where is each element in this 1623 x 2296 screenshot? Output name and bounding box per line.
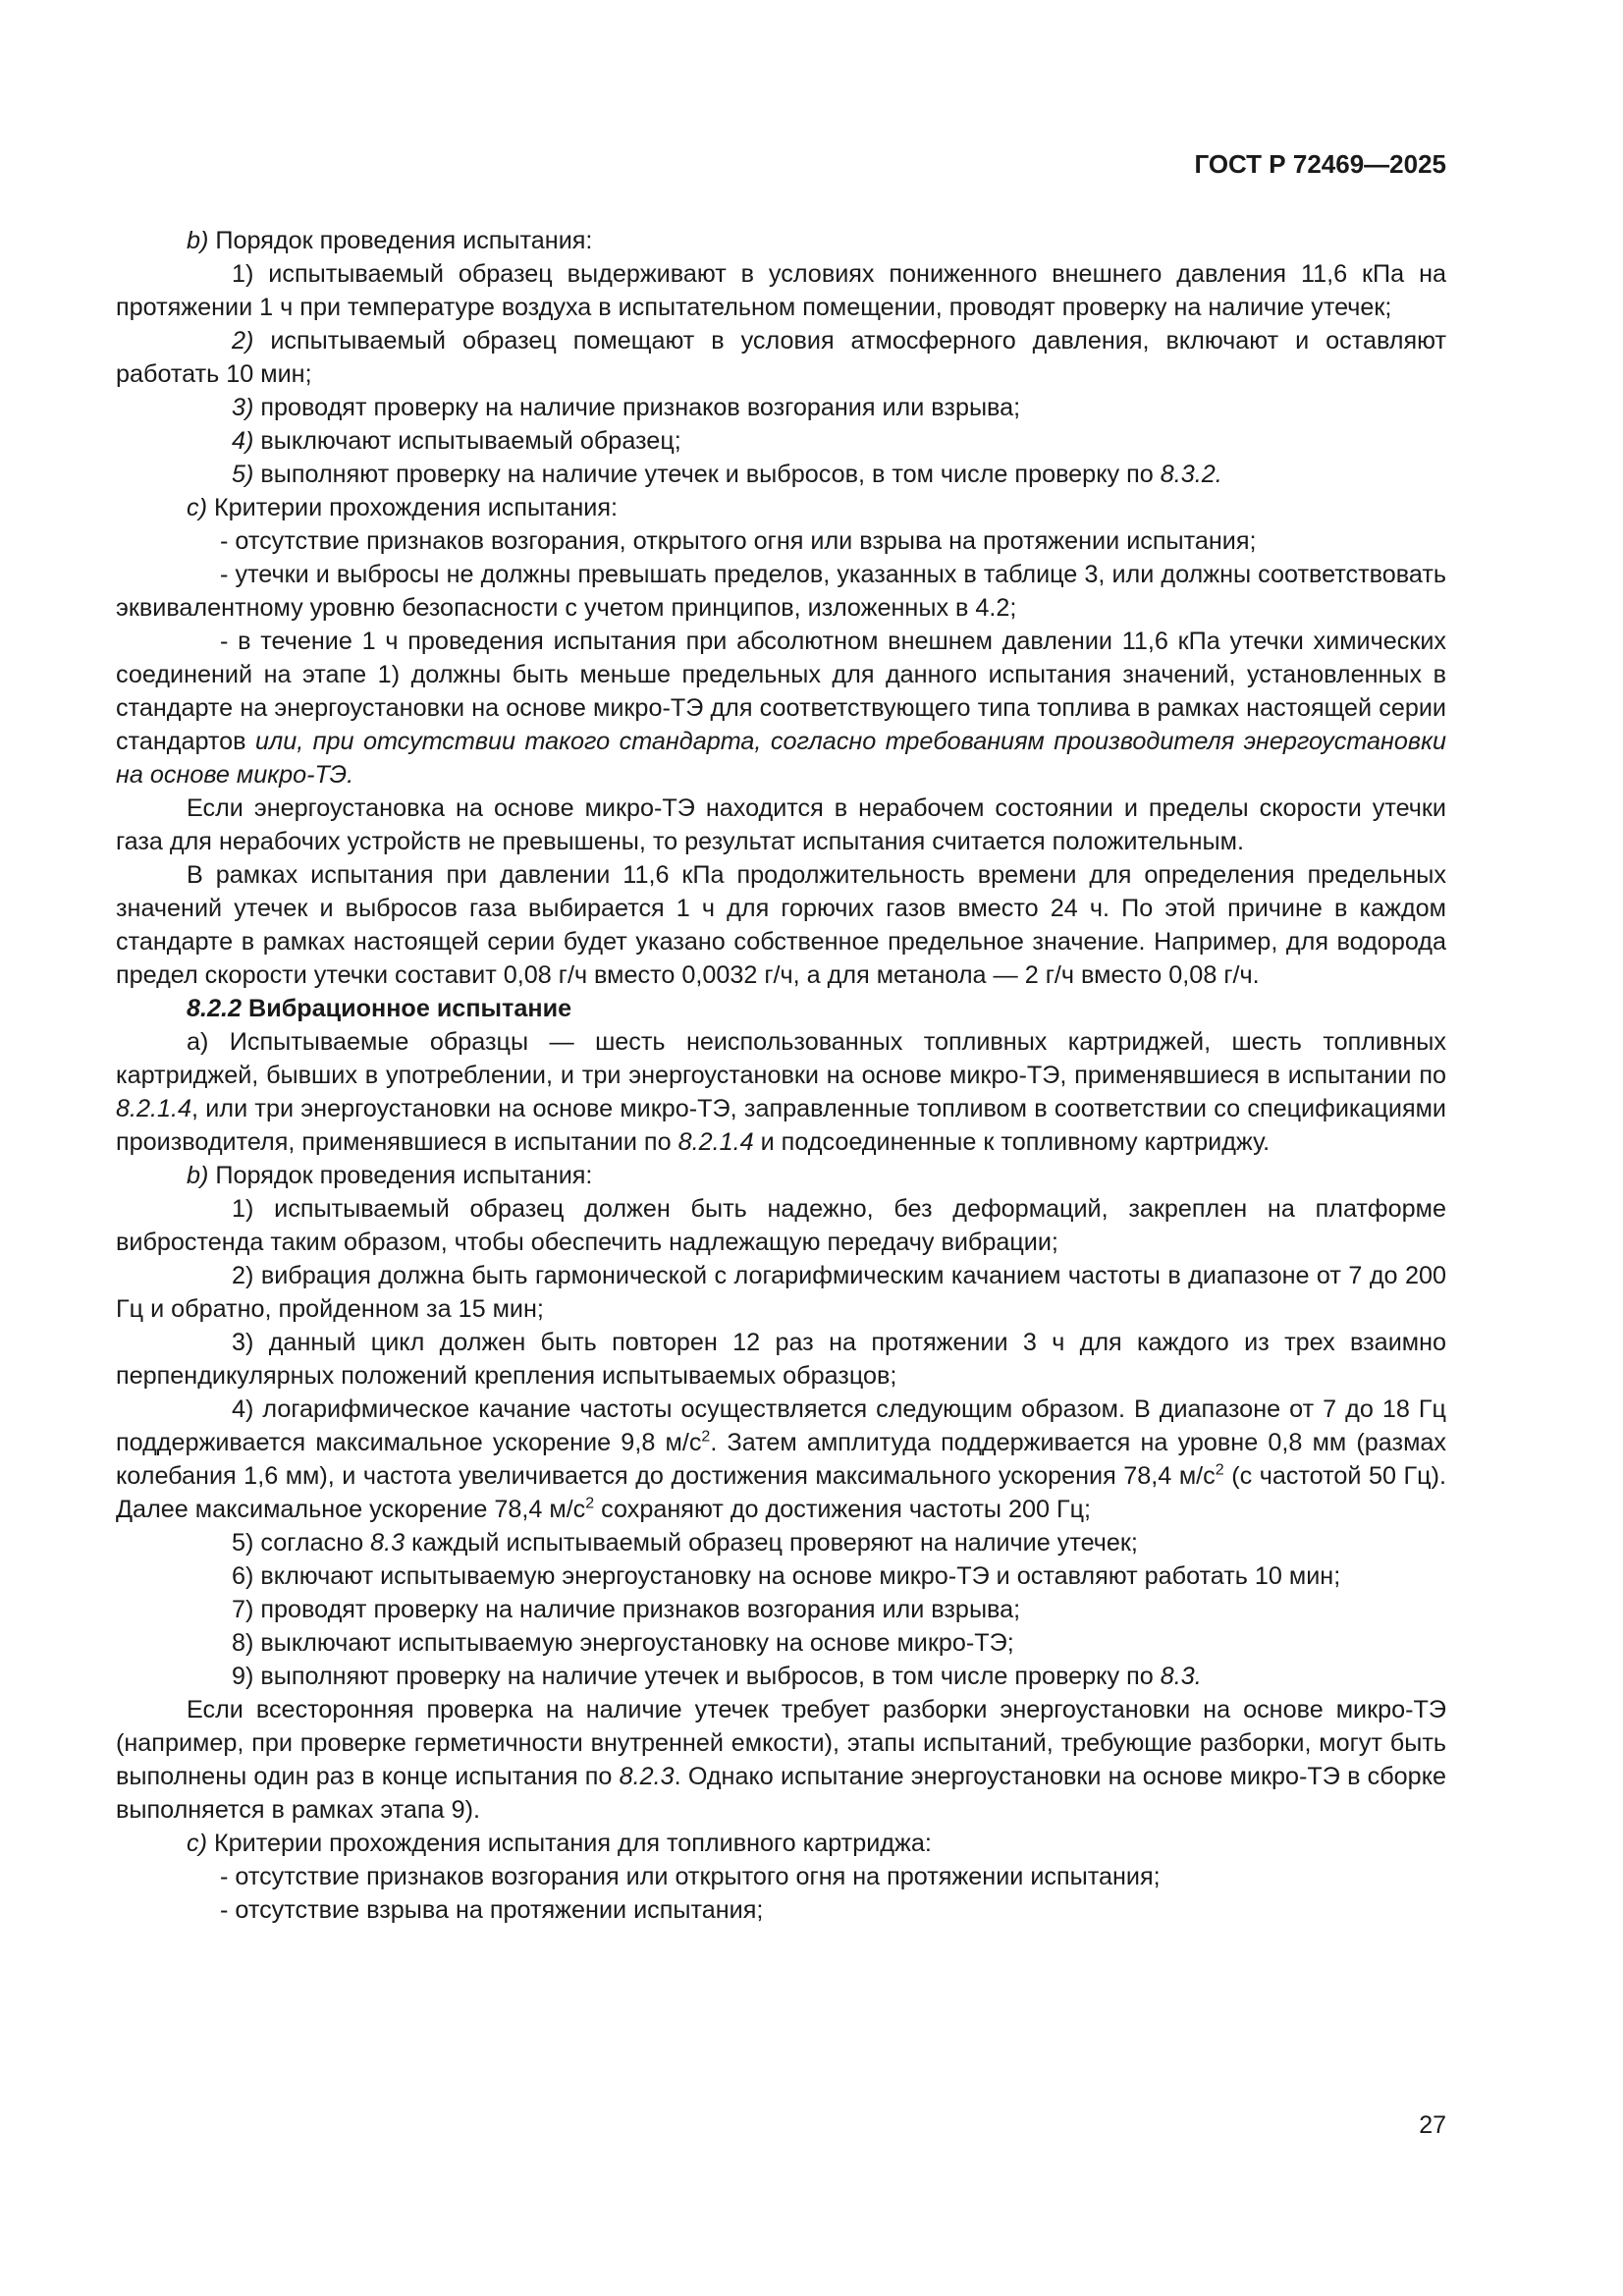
step-text: 9) выполняют проверку на наличие утечек и выбросов, в том числе проверку по (232, 1663, 1161, 1690)
step-5 (116, 458, 1446, 491)
document-code: ГОСТ Р 72469—2025 (1194, 149, 1446, 179)
step-text: выполняют проверку на наличие утечек и выбросов, в том числе проверку по (253, 461, 1161, 488)
paragraph-text: а) Испытываемые образцы — шесть неиспользованных топливных картриджей, шесть топливных картриджей, бывших в употреблении, и три энергоустановки на основе микро-ТЭ, применявшиеся в испытании по (116, 1028, 1446, 1089)
list-title: Критерии прохождения испытания для топливного картриджа: (206, 1830, 932, 1857)
vib-step-8: 8) выключают испытываемую энергоустановку на основе микро-ТЭ; (232, 1629, 1014, 1657)
criterion-italic-text: или, при отсутствии такого стандарта, согласно требованиям производителя энергоустановки на основе микро-ТЭ. (116, 728, 1446, 789)
paragraph-c-criteria-2 (116, 1827, 1446, 1860)
superscript: 2 (585, 1495, 595, 1512)
step-number: 4) (232, 427, 254, 455)
list-label: b) (187, 1162, 209, 1189)
section-number: 8.2.2 (187, 995, 243, 1022)
step-2 (116, 324, 1446, 391)
clause-reference: 8.2.1.4 (677, 1128, 754, 1156)
paragraph-text: , или три энергоустановки на основе микро-ТЭ, заправленные топливом в соответствии со спецификациями производителя, применявшиеся в испытании по (116, 1095, 1446, 1156)
superscript: 2 (1215, 1461, 1224, 1479)
list-title: Порядок проведения испытания: (208, 227, 593, 254)
step-number: 2) (232, 327, 254, 355)
paragraph-idle-state: Если энергоустановка на основе микро-ТЭ находится в нерабочем состоянии и пределы скорости утечки газа для нерабочих устройств не превышены, то результат испытания считается положительным. (116, 794, 1446, 855)
paragraph-text: . Однако испытание энергоустановки на основе микро-ТЭ в сборке выполняется в рамках этапа 9). (116, 1763, 1446, 1824)
page-number: 27 (1419, 2111, 1446, 2139)
list-label: b) (187, 227, 209, 254)
step-1: 1) испытываемый образец выдерживают в условиях пониженного внешнего давления 11,6 кПа на протяжении 1 ч при температуре воздуха в испытательном помещении, проводят проверку на наличие утечек; (116, 260, 1446, 321)
vib-step-1: 1) испытываемый образец должен быть надежно, без деформаций, закреплен на платформе вибростенда таким образом, чтобы обеспечить надлежащую передачу вибрации; (116, 1195, 1446, 1256)
step-number: 3) (232, 394, 254, 421)
vib-step-9 (116, 1660, 1446, 1693)
paragraph-text: и подсоединенные к топливному картриджу. (753, 1128, 1271, 1156)
criterion-2: - утечки и выбросы не должны превышать пределов, указанных в таблице 3, или должны соответствовать эквивалентному уровню безопасности с учетом принципов, изложенных в 4.2; (116, 561, 1446, 622)
list-label: c) (187, 494, 207, 521)
step-text: 5) согласно (232, 1529, 371, 1557)
step-number: 5) (232, 461, 254, 488)
vib-step-2: 2) вибрация должна быть гармонической с логарифмическим качанием частоты в диапазоне от 7 до 200 Гц и обратно, пройденном за 15 мин; (116, 1262, 1446, 1323)
criterion-text: - в течение 1 ч проведения испытания при абсолютном внешнем давлении 11,6 кПа утечки химических соединений на этапе 1) должны быть меньше предельных для данного испытания значений, установленных в стандарте на энергоустановки на основе микро-ТЭ для соответствующего типа топлива в рамках настоящей серии стандартов (116, 628, 1446, 755)
clause-reference: 8.3.2. (1160, 461, 1222, 488)
vib-step-4 (116, 1393, 1446, 1526)
step-text: (с частотой 50 Гц). Далее максимальное ускорение 78,4 м/с (116, 1462, 1446, 1523)
step-text: проводят проверку на наличие признаков возгорания или взрыва; (253, 394, 1021, 421)
vib-step-5 (116, 1526, 1446, 1559)
paragraph-c-criteria (116, 491, 1446, 524)
step-4 (116, 424, 1446, 458)
section-title: Вибрационное испытание (242, 995, 572, 1022)
vib-step-7: 7) проводят проверку на наличие признаков возгорания или взрыва; (232, 1596, 1021, 1623)
cartridge-criterion-1: - отсутствие признаков возгорания или открытого огня на протяжении испытания; (220, 1863, 1161, 1890)
step-text: испытываемый образец помещают в условия атмосферного давления, включают и оставляют работать 10 мин; (116, 327, 1446, 388)
vib-step-6: 6) включают испытываемую энергоустановку на основе микро-ТЭ и оставляют работать 10 мин; (232, 1562, 1341, 1590)
cartridge-criterion-2: - отсутствие взрыва на протяжении испытания; (220, 1896, 764, 1924)
page-body (116, 224, 1446, 1927)
clause-reference: 8.2.3 (619, 1763, 675, 1790)
step-text: 4) логарифмическое качание частоты осуществляется следующим образом. В диапазоне от 7 до 18 Гц поддерживается максимальное ускорение 9,8 м/с (116, 1395, 1446, 1456)
step-text: выключают испытываемый образец; (253, 427, 681, 455)
list-title: Критерии прохождения испытания: (206, 494, 619, 521)
paragraph-disassembly (116, 1693, 1446, 1827)
criterion-1: - отсутствие признаков возгорания, открытого огня или взрыва на протяжении испытания; (220, 527, 1257, 555)
superscript: 2 (701, 1428, 711, 1446)
paragraph-a-samples (116, 1025, 1446, 1159)
list-title: Порядок проведения испытания: (208, 1162, 593, 1189)
section-heading (116, 992, 1446, 1025)
clause-reference: 8.2.1.4 (116, 1095, 192, 1122)
vib-step-3: 3) данный цикл должен быть повторен 12 раз на протяжении 3 ч для каждого из трех взаимно перпендикулярных положений крепления испытываемых образцов; (116, 1329, 1446, 1390)
step-text: . Затем амплитуда поддерживается на уровне 0,8 мм (размах колебания 1,6 мм), и частота увеличивается до достижения максимального ускорения 78,4 м/с (116, 1429, 1446, 1490)
step-text: сохраняют до достижения частоты 200 Гц; (594, 1496, 1092, 1523)
paragraph-b-procedure-2 (116, 1159, 1446, 1192)
step-text: каждый испытываемый образец проверяют на наличие утечек; (405, 1529, 1138, 1557)
list-label: c) (187, 1830, 207, 1857)
clause-reference: 8.3 (370, 1529, 406, 1557)
step-3 (116, 391, 1446, 424)
paragraph-limits: В рамках испытания при давлении 11,6 кПа продолжительность времени для определения предельных значений утечек и выбросов газа выбирается 1 ч для горючих газов вместо 24 ч. По этой причине в каждом стандарте в рамках настоящей серии будет указано собственное предельное значение. Например, для водорода предел скорости утечки составит 0,08 г/ч вместо 0,0032 г/ч, а для метанола — 2 г/ч вместо 0,08 г/ч. (116, 861, 1446, 989)
paragraph-b-procedure (116, 224, 1446, 257)
clause-reference: 8.3. (1160, 1663, 1202, 1690)
criterion-3 (116, 625, 1446, 792)
paragraph-text: Если всесторонняя проверка на наличие утечек требует разборки энергоустановки на основе микро-ТЭ (например, при проверке герметичности внутренней емкости), этапы испытаний, требующие разборки, могут быть выполнены один раз в конце испытания по (116, 1696, 1446, 1790)
